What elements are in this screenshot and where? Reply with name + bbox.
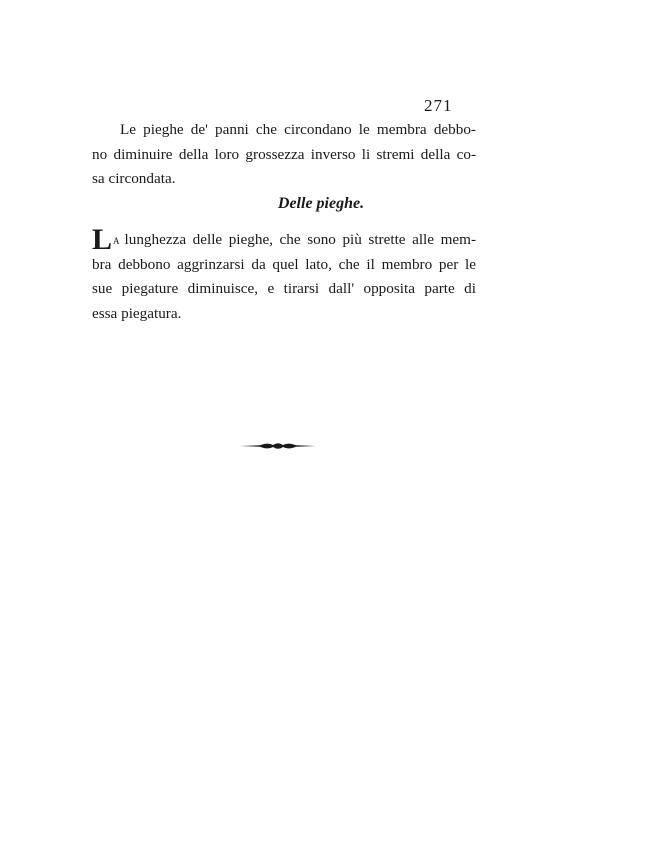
small-caps-letter: a xyxy=(113,232,120,247)
paragraph-line: sue piegature diminuisce, e tirarsi dall' opposita parte di xyxy=(92,280,476,297)
drop-cap: L xyxy=(92,223,113,256)
paragraph-line: no diminuire della loro grossezza inverso li stremi della co- xyxy=(92,145,476,163)
paragraph-line: essa piegatura. xyxy=(92,304,182,322)
page-number: 271 xyxy=(424,96,453,115)
paragraph-line: bra debbono aggrinzarsi da quel lato, che il membro per le xyxy=(92,255,476,273)
paragraph-pieghe-panni xyxy=(92,118,476,192)
decorative-rule-icon xyxy=(240,439,316,453)
section-heading: Delle pieghe. xyxy=(277,195,365,212)
paragraph-lunghezza-pieghe xyxy=(92,223,476,326)
paragraph-line: Le pieghe de' panni che circondano le membra debbo- xyxy=(120,121,476,138)
paragraph-line: sa circondata. xyxy=(92,170,176,187)
first-line-text: lunghezza delle pieghe, che sono più strette alle mem- xyxy=(124,231,476,248)
paragraph-first-line xyxy=(92,223,476,256)
